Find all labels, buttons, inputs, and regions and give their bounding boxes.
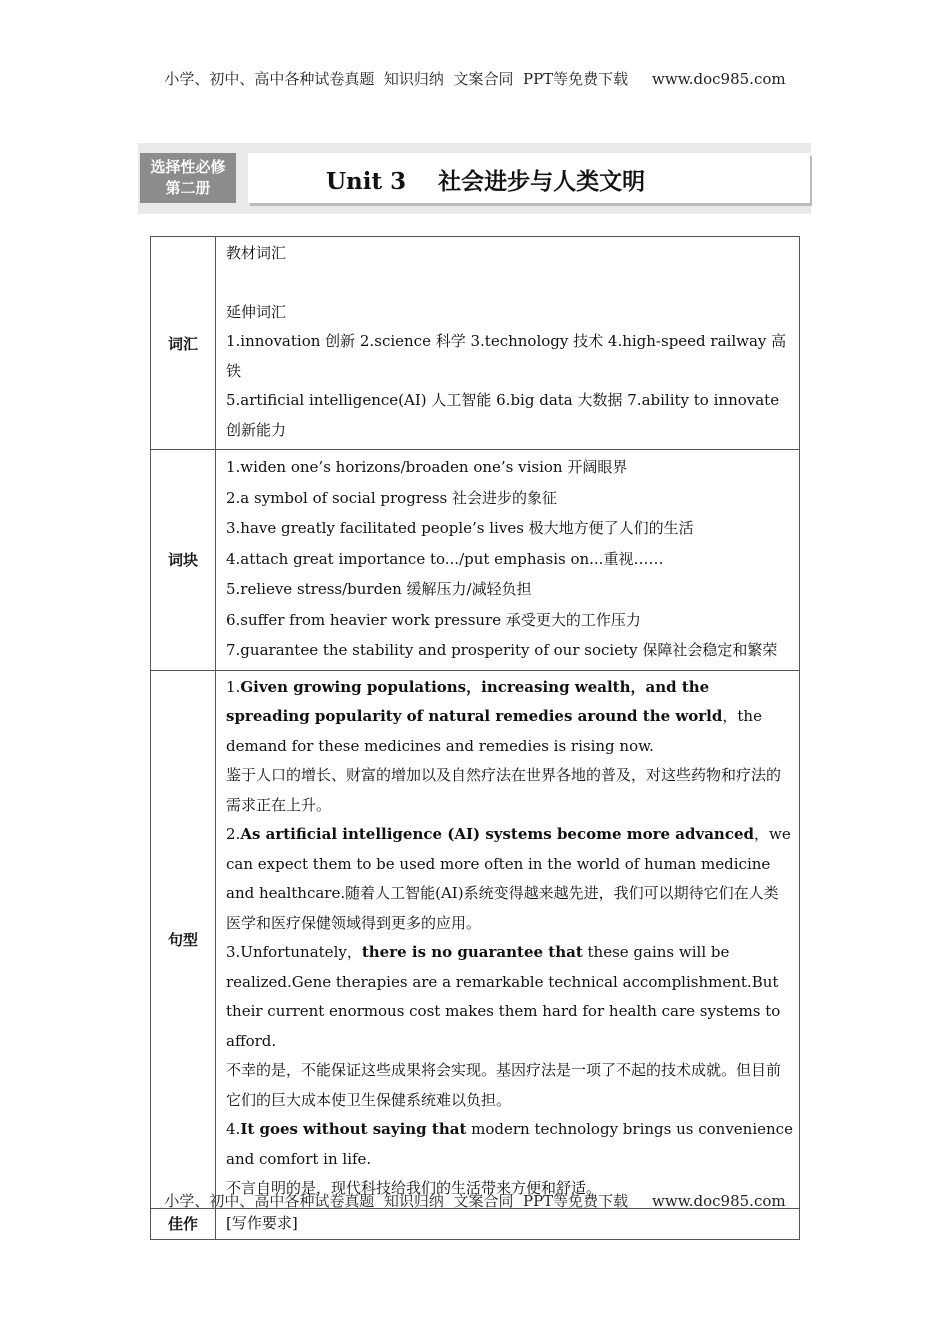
phrase-item: 1.widen one’s horizons/broaden one’s vision 开阔眼界 <box>226 458 628 476</box>
sentences-label: 句型 <box>151 670 216 1208</box>
phrase-item: 4.attach great importance to.../put emphasis on...重视…… <box>226 549 664 568</box>
vocab-row <box>151 237 800 450</box>
writing-row <box>151 1208 800 1239</box>
phrase-item: 6.suffer from heavier work pressure 承受更大的工作压力 <box>226 610 641 629</box>
sentence-3-pattern: there is no guarantee that <box>361 943 583 961</box>
phrases-content <box>216 450 800 671</box>
phrases-label: 词块 <box>151 450 216 671</box>
sentence-2-translation: 随着人工智能(AI)系统变得越来越先进，我们可以期待它们在人类医学和医疗保健领域得到更多的应用。 <box>226 884 779 932</box>
sentence-1-pattern: Given growing populations，increasing wealth，and the spreading popularity of natural remedies around the world <box>226 677 723 725</box>
sentence-3-translation: 不幸的是，不能保证这些成果将会实现。基因疗法是一项了不起的技术成就。但目前它们的巨大成本使卫生保健系统难以负担。 <box>226 1061 782 1109</box>
sentence-4: 4.It goes without saying that modern technology brings us convenience and comfort in life. <box>226 1120 793 1168</box>
vocab-label: 词汇 <box>151 237 216 450</box>
book-tag-line2: 第二册 <box>165 179 211 197</box>
phrases-row <box>151 450 800 671</box>
sentence-1: 1.Given growing populations，increasing wealth，and the spreading popularity of natural remedies around the world，the demand for these medicines and remedies is rising now. <box>226 677 762 755</box>
sentences-content <box>216 670 800 1208</box>
phrase-item: 3.have greatly facilitated people’s lives 极大地方便了人们的生活 <box>226 519 694 537</box>
page-footer: 小学、初中、高中各种试卷真题 知识归纳 文案合同 PPT等免费下载 www.doc985.com <box>164 1192 786 1210</box>
sentence-4-translation: 不言自明的是，现代科技给我们的生活带来方便和舒适。 <box>226 1179 602 1197</box>
phrase-item: 7.guarantee the stability and prosperity of our society 保障社会稳定和繁荣 <box>226 641 778 659</box>
sentence-2-pattern: As artificial intelligence (AI) systems become more advanced <box>240 825 755 843</box>
vocab-line: 1.innovation 创新 2.science 科学 3.technology 技术 4.high-speed railway 高铁 <box>226 332 787 380</box>
extended-vocab-heading: 延伸词汇 <box>226 302 287 321</box>
writing-content: [写作要求] <box>216 1208 800 1239</box>
sentence-1-translation: 鉴于人口的增长、财富的增加以及自然疗法在世界各地的普及，对这些药物和疗法的需求正在上升。 <box>226 766 782 814</box>
unit-title: Unit 3 社会进步与人类文明 <box>326 168 646 195</box>
vocab-line: 5.artificial intelligence(AI) 人工智能 6.big data 大数据 7.ability to innovate 创新能力 <box>226 391 780 439</box>
summary-table <box>150 236 800 1240</box>
book-tag <box>140 153 236 203</box>
phrase-item: 2.a symbol of social progress 社会进步的象征 <box>226 488 558 507</box>
sentences-row <box>151 670 800 1208</box>
book-tag-line1: 选择性必修 <box>150 158 226 176</box>
sentence-2: 2.As artificial intelligence (AI) systems become more advanced，we can expect them to be used more often in the world of human medicine and healthcare.随着人工智能(AI)系统变得越来越先进，我们可以期待它们在人类医学和医疗保健领域得到更多的应用。 <box>226 825 791 932</box>
textbook-vocab-heading: 教材词汇 <box>226 244 287 262</box>
sentence-3: 3.Unfortunately，there is no guarantee that these gains will be realized.Gene therapies are a remarkable technical accomplishment.But their current enormous cost makes them hard for health care systems to afford. <box>226 943 781 1050</box>
writing-label: 佳作 <box>151 1208 216 1239</box>
page-header: 小学、初中、高中各种试卷真题 知识归纳 文案合同 PPT等免费下载 www.doc985.com <box>164 70 786 88</box>
vocab-content <box>216 237 800 450</box>
phrase-item: 5.relieve stress/burden 缓解压力/减轻负担 <box>226 580 532 598</box>
sentence-4-pattern: It goes without saying that <box>240 1120 467 1138</box>
